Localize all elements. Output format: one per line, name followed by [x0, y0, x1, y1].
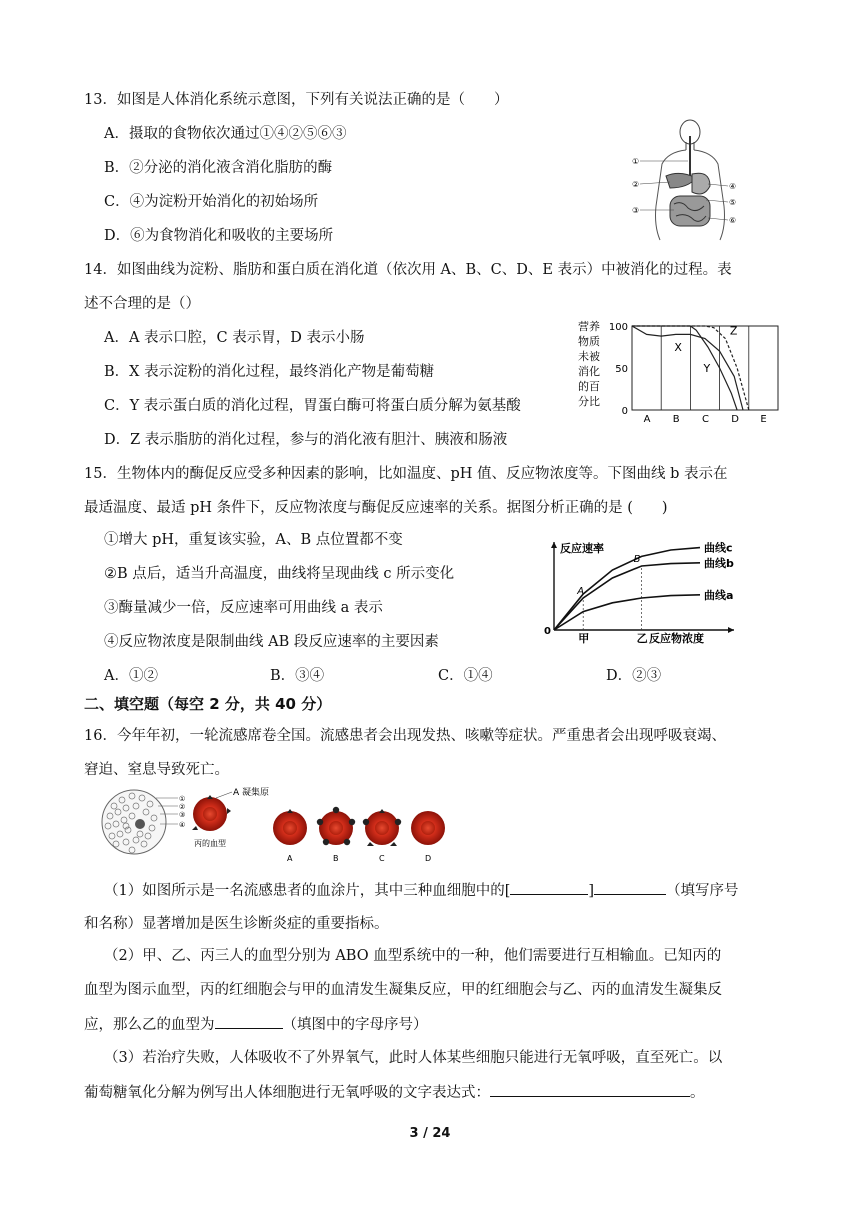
cell-label-b: B: [333, 854, 339, 863]
q14-stem-line1: 14．如图曲线为淀粉、脂肪和蛋白质在消化道（依次用 A、B、C、D、E 表示）中被消化的过程。表: [84, 262, 732, 278]
q16-part2-line1: （2）甲、乙、丙三人的血型分别为 ABO 血型系统中的一种，他们需要进行互相输血。已知丙的: [104, 948, 722, 964]
q13-option-d: D．⑥为食物消化和吸收的主要场所: [104, 228, 334, 244]
q15-stem-line2: 最适温度、最适 pH 条件下，反应物浓度与酶促反应速率的关系。据图分析正确的是 ( ): [84, 500, 668, 516]
q16-part3-line1: （3）若治疗失败，人体吸收不了外界氧气，此时人体某些细胞只能进行无氧呼吸，直至死亡。以: [104, 1050, 723, 1066]
q13-label-3: ③: [632, 206, 640, 215]
q13-option-a: A．摄取的食物依次通过①④②⑤⑥③: [104, 126, 347, 142]
q13-stem: 13．如图是人体消化系统示意图，下列有关说法正确的是（ ）: [84, 92, 509, 108]
blood-figure: [96, 784, 466, 868]
q14-option-b: B．X 表示淀粉的消化过程，最终消化产物是葡萄糖: [104, 364, 435, 380]
chart1-ylabel-line: 消化: [578, 365, 600, 378]
q14-stem-line2: 述不合理的是（）: [84, 296, 200, 312]
cell-a: [273, 809, 307, 845]
blood-type-label: 丙的血型: [194, 839, 226, 848]
q16-stem-line1: 16．今年年初，一轮流感席卷全国。流感患者会出现发热、咳嗽等症状。严重患者会出现呼吸衰竭、: [84, 728, 726, 744]
q13-label-1: ①: [632, 157, 640, 166]
q13-label-5: ⑤: [729, 198, 737, 207]
q15-statement-2: ②B 点后，适当升高温度，曲线将呈现曲线 c 所示变化: [104, 566, 455, 582]
q15-option-b: B．③④: [270, 668, 325, 684]
chart2-x-arrow: [728, 627, 734, 633]
blank-1a[interactable]: [510, 880, 588, 895]
bing-blood-type-cell: [192, 795, 231, 831]
chart2-series-label: 曲线a: [704, 588, 734, 602]
cell-c: [363, 809, 401, 846]
smear-label-2: ②: [179, 803, 186, 811]
q15-option-d: D．②③: [606, 668, 662, 684]
chart2-y-arrow: [551, 542, 557, 548]
chart1-ylabel-line: 物质: [578, 335, 600, 348]
chart1-series-X: [632, 326, 743, 410]
q14-option-c: C．Y 表示蛋白质的消化过程，胃蛋白酶可将蛋白质分解为氨基酸: [104, 398, 521, 414]
chart1-series-Y: [632, 326, 737, 410]
q13-label-6: ⑥: [729, 216, 737, 225]
chart2-ylabel: 反应速率: [560, 542, 604, 555]
q13-label-4: ④: [729, 182, 737, 191]
smear-label-4: ④: [179, 821, 186, 829]
q16-part2-line2: 血型为图示血型，丙的红细胞会与甲的血清发生凝集反应，甲的红细胞会与乙、丙的血清发生凝集反: [84, 982, 722, 998]
chart1-ylabel-line: 的百: [578, 380, 600, 393]
smear-label-3: ③: [179, 811, 186, 819]
chart2-series-label: 曲线b: [704, 556, 734, 570]
chart1-ytick-label: 50: [615, 364, 628, 375]
chart2-series-曲线b: [554, 563, 700, 630]
chart1-series-label-Z: Z: [729, 324, 738, 338]
chart2-series-曲线c: [554, 548, 700, 630]
chart1-ytick-label: 0: [621, 406, 628, 417]
chart2-xlabel: 反应物浓度: [649, 632, 704, 645]
chart1-category-label: D: [731, 414, 739, 425]
q13-option-b: B．②分泌的消化液含消化脂肪的酶: [104, 160, 333, 176]
q15-statement-4: ④反应物浓度是限制曲线 AB 段反应速率的主要因素: [104, 634, 439, 650]
q16-part2-line3: 应，那么乙的血型为 （填图中的字母序号）: [84, 1014, 428, 1035]
chart1-ylabel-line: 分比: [578, 395, 600, 408]
chart1-ylabel-line: 营养: [578, 320, 600, 333]
chart1-category-label: C: [702, 414, 709, 425]
chart1-ylabel-line: 未被: [578, 350, 600, 363]
q16-part1-line2: 和名称）显著增加是医生诊断炎症的重要指标。: [84, 916, 389, 932]
q15-option-c: C．①④: [438, 668, 493, 684]
q15-statement-3: ③酶量减少一倍，反应速率可用曲线 a 表示: [104, 600, 383, 616]
blank-3[interactable]: [490, 1082, 690, 1097]
enzyme-rate-chart: [540, 536, 740, 648]
q16-part1-line1: （1）如图所示是一名流感患者的血涂片，其中三种血细胞中的[ ] （填写序号: [104, 880, 739, 901]
cell-label-d: D: [425, 854, 432, 863]
chart2-point-B: B: [633, 554, 641, 565]
digestion-chart: [574, 316, 784, 428]
chart2-xtick: 乙: [636, 632, 648, 645]
chart2-series-曲线a: [554, 595, 700, 630]
blank-2[interactable]: [215, 1014, 283, 1029]
chart2-point-A: A: [577, 586, 585, 597]
cell-label-a: A: [287, 854, 293, 863]
q14-option-d: D．Z 表示脂肪的消化过程，参与的消化液有胆汁、胰液和肠液: [104, 432, 508, 448]
q13-option-c: C．④为淀粉开始消化的初始场所: [104, 194, 319, 210]
smear-label-1: ①: [179, 795, 186, 803]
q16-stem-line2: 窘迫、窒息导致死亡。: [84, 762, 229, 778]
cell-b: [317, 807, 355, 845]
section-heading: 二、填空题（每空 2 分，共 40 分）: [84, 695, 332, 713]
q13-label-2: ②: [632, 180, 640, 189]
chart1-category-label: E: [760, 414, 767, 425]
chart2-origin: 0: [544, 626, 551, 637]
chart1-category-label: B: [672, 414, 680, 425]
page-number: 3 / 24: [409, 1126, 451, 1141]
chart1-ytick-label: 100: [608, 322, 628, 333]
chart2-xtick: 甲: [578, 632, 590, 645]
q15-option-a: A．①②: [104, 668, 158, 684]
cell-label-c: C: [379, 854, 385, 863]
q15-stem-line1: 15．生物体内的酶促反应受多种因素的影响，比如温度、pH 值、反应物浓度等。下图曲线 b 表示在: [84, 466, 728, 482]
chart1-category-label: A: [643, 414, 651, 425]
chart2-series-label: 曲线c: [704, 541, 733, 555]
agglutinogen-label: A 凝集原: [233, 788, 270, 798]
cell-d: [411, 811, 445, 845]
chart1-series-label-X: X: [674, 341, 682, 355]
chart1-series-label-Y: Y: [703, 362, 711, 376]
blank-1b[interactable]: [594, 880, 666, 895]
digestive-system-figure: [630, 116, 740, 242]
q16-part3-line2: 葡萄糖氧化分解为例写出人体细胞进行无氧呼吸的文字表达式： 。: [84, 1082, 705, 1103]
q15-statement-1: ①增大 pH，重复该实验，A、B 点位置都不变: [104, 532, 403, 548]
q14-option-a: A．A 表示口腔，C 表示胃，D 表示小肠: [104, 330, 365, 346]
